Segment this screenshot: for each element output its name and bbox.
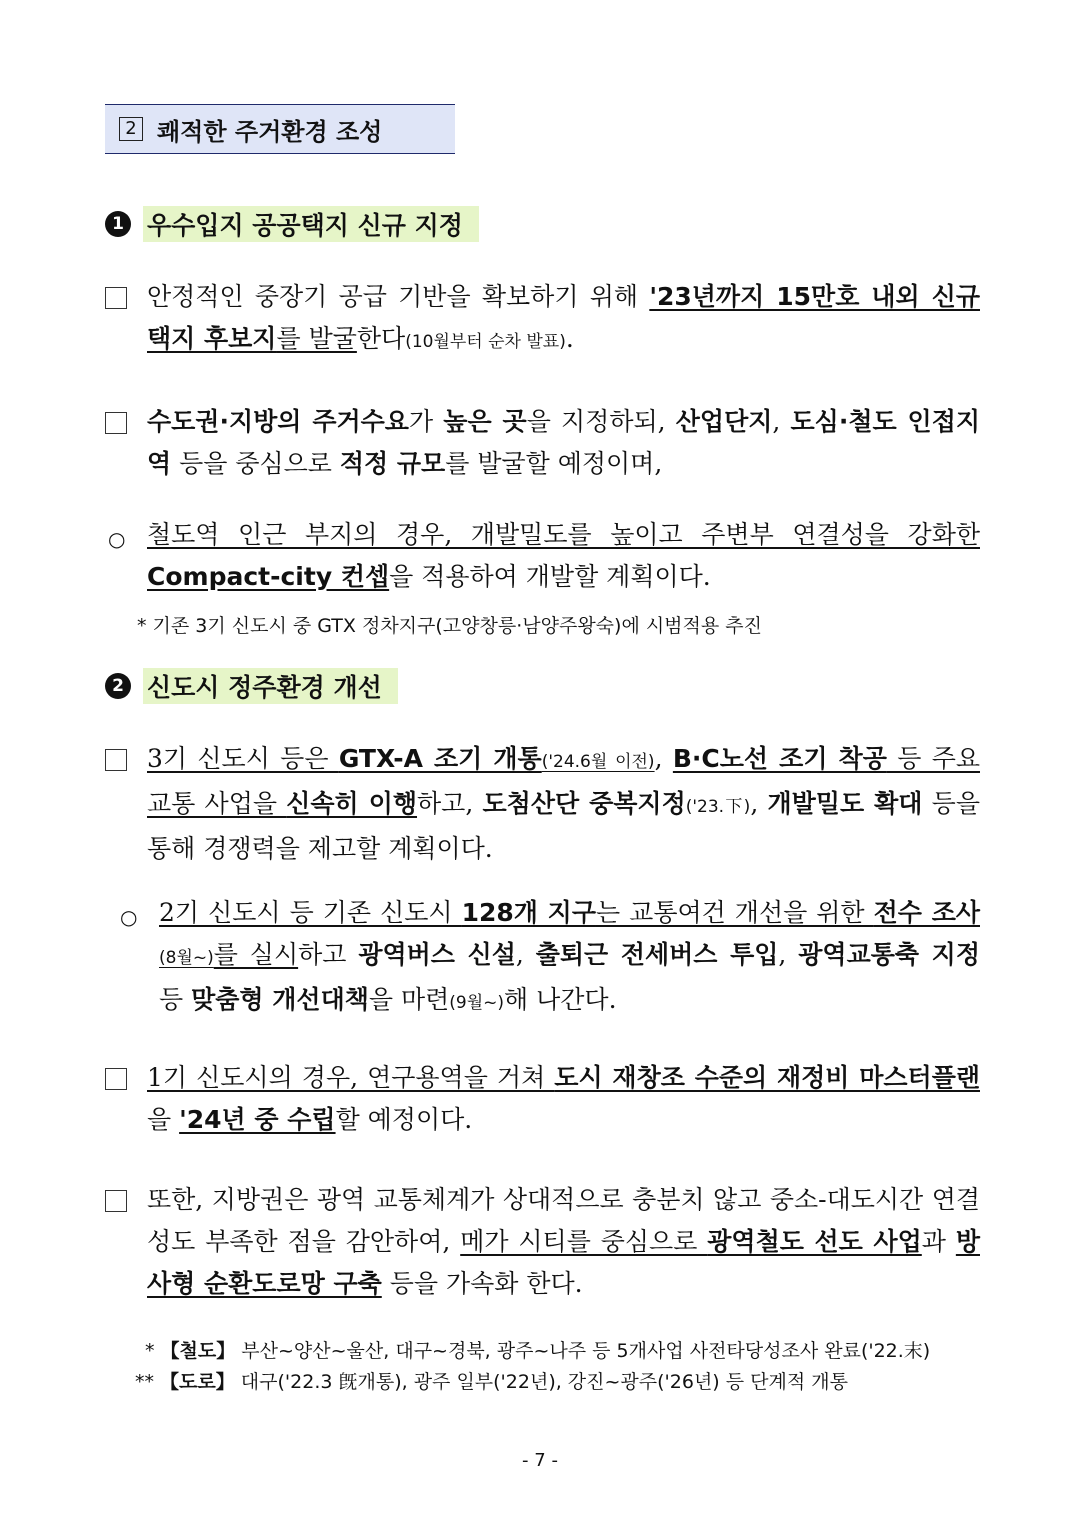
checkbox-bullet [105,1061,127,1103]
emphasis-text: Compact-city 컨셉 [147,562,390,591]
sub-paragraph-1 [108,514,980,598]
text: 하고, [417,789,483,818]
circle-bullet: ○ [108,527,126,551]
sub-paragraph-2 [120,892,980,1024]
emphasis-text: 산업단지 [675,407,773,436]
heading-title: 신도시 정주환경 개선 [143,668,398,704]
paragraph-1 [105,276,980,363]
footnote-marker: * [145,1340,161,1362]
paragraph-3 [105,738,980,870]
emphasis-text: 도시 재창조 수준의 재정비 마스터플랜 [554,1063,980,1092]
text: 등을 가속화 한다. [381,1269,583,1298]
underlined-text: 를 발굴 [276,324,357,353]
text: , [654,744,673,773]
section-title-box [105,104,455,154]
section-title: 쾌적한 주거환경 조성 [157,117,383,146]
text: 등 [159,985,192,1014]
text: 해 나간다. [504,985,617,1014]
small-note: ('23.下) [685,797,751,817]
emphasis-text: 수도권·지방의 주거수요 [147,407,409,436]
paragraph-4 [105,1057,980,1141]
emphasis-text: 도첨산단 중복지정 [482,789,686,818]
circle-bullet: ○ [120,905,138,929]
text: 을 마련 [368,985,450,1014]
text: 하고 [298,940,359,969]
text: 가 [408,407,444,436]
checkbox-bullet [105,405,127,447]
text: 등을 중심으로 [171,449,340,478]
emphasis-text: '23년까지 15만호 내외 신규 택지 후보지 [147,282,980,353]
heading-number-badge: 1 [105,211,131,237]
text: . [565,324,574,353]
underlined-text: 2기 신도시 등 기존 신도시 [159,898,462,927]
underlined-text: 메가 시티를 중심으로 [460,1227,708,1256]
text: 을 [147,1105,180,1134]
emphasis-text: 128개 지구 [461,898,596,927]
text: , [515,940,536,969]
text: 할 예정이다. [335,1105,473,1134]
emphasis-text: 신속히 이행 [286,789,418,818]
small-note: (9월~) [449,993,505,1013]
emphasis-text: 방사형 순환도로망 구축 [147,1227,980,1298]
emphasis-text: 높은 곳 [443,407,527,436]
underlined-text: 철도역 인근 부지의 경우, 개발밀도를 높이고 주변부 연결성을 강화한 [147,520,980,549]
text: 또한, 지방권은 광역 교통체계가 상대적으로 충분치 않고 중소-대도시간 연결성도 부족한 점을 감안하여, [147,1185,980,1256]
footnote-3 [135,1367,848,1397]
page-number: - 7 - [522,1450,558,1471]
footnote-1: * 기존 3기 신도시 중 GTX 정차지구(고양창릉·남양주왕숙)에 시범적용 추진 [137,615,762,637]
heading-2 [105,668,398,704]
emphasis-text: 광역교통축 지정 [798,940,980,969]
section-number: 2 [119,117,143,141]
emphasis-text: 맞춤형 개선대책 [191,985,369,1014]
footnote-marker: ** [135,1371,161,1393]
heading-title: 우수입지 공공택지 신규 지정 [143,206,479,242]
text: 등을 통해 경쟁력을 제고할 계획이다. [147,789,980,863]
text: 을 지정하되, [526,407,676,436]
footnote-tag: 【도로】 [160,1371,235,1393]
emphasis-text: 개발밀도 확대 [767,789,923,818]
text: 한다 [356,324,406,353]
heading-number-badge: 2 [105,673,131,699]
underlined-text: 등 주요 교통 사업을 [147,744,980,818]
small-note: (8월~) [159,948,214,968]
text: 과 [921,1227,956,1256]
footnote-tag: 【철도】 [160,1340,236,1362]
emphasis-text: '24년 중 수립 [179,1105,336,1134]
checkbox-bullet [105,280,127,322]
small-note: (10월부터 순차 발표) [405,332,566,352]
footnote-text: 대구('22.3 旣개통), 광주 일부('22년), 강진~광주('26년) 등 단계적 개통 [234,1371,848,1393]
text: 를 발굴할 예정이며, [445,449,663,478]
emphasis-text: GTX-A 조기 개통 [338,744,542,773]
footnote-2 [145,1336,930,1366]
emphasis-text: 출퇴근 전세버스 투입 [535,940,779,969]
checkbox-bullet [105,1183,127,1225]
checkbox-bullet [105,742,127,784]
paragraph-5 [105,1179,980,1305]
text: 안정적인 중장기 공급 기반을 확보하기 위해 [147,282,650,311]
emphasis-text: 광역버스 신설 [358,940,516,969]
emphasis-text: 광역철도 선도 사업 [707,1227,922,1256]
text: 을 적용하여 개발할 계획이다. [389,562,711,591]
emphasis-text: B·C노선 조기 착공 [672,744,887,773]
underlined-text: 는 교통여건 개선을 위한 [595,898,874,927]
underlined-text: 1기 신도시의 경우, 연구용역을 거쳐 [147,1063,555,1092]
paragraph-2 [105,401,980,485]
emphasis-text: 도심·철도 인접지역 [147,407,981,478]
underlined-text: 3기 신도시 등은 [147,744,339,773]
underlined-text: 를 실시 [213,940,299,969]
text: , [750,789,768,818]
emphasis-text: 전수 조사 [873,898,980,927]
text: , [772,407,791,436]
heading-1 [105,206,479,242]
small-note: ('24.6월 이전) [541,752,655,772]
emphasis-text: 적정 규모 [339,449,446,478]
footnote-text: 부산~양산~울산, 대구~경북, 광주~나주 등 5개사업 사전타당성조사 완료('22.末) [235,1340,931,1362]
text: , [778,940,799,969]
